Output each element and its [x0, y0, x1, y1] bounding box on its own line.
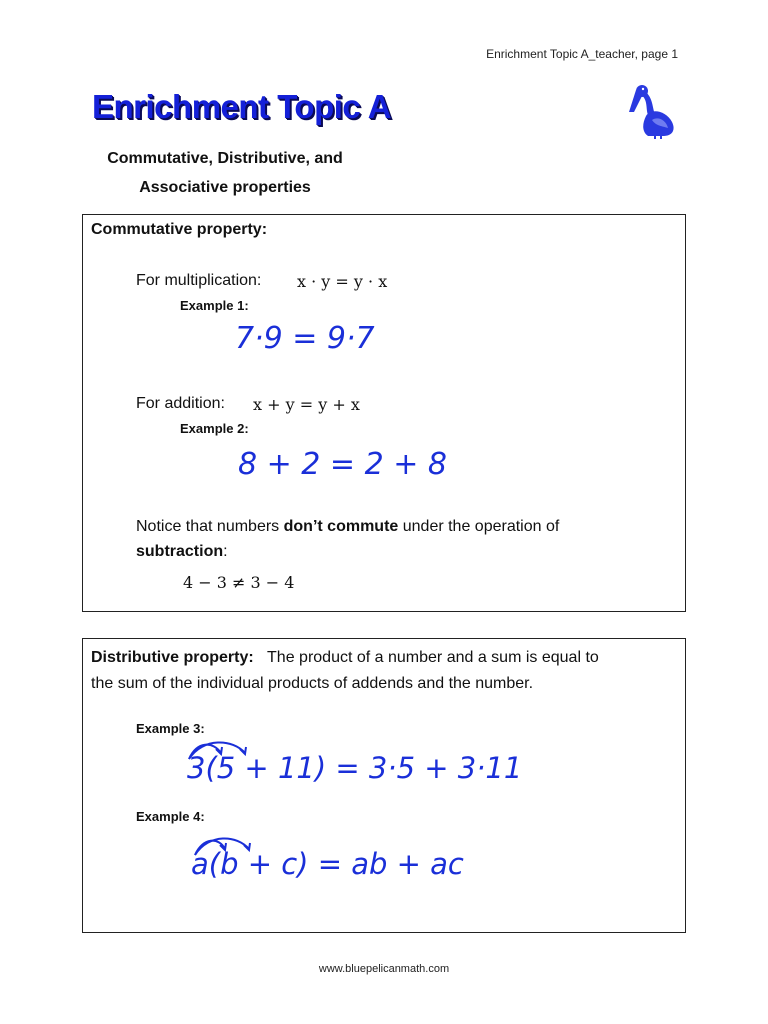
distributive-line-1	[91, 649, 599, 667]
subtitle-line-1: Commutative, Distributive, and	[107, 150, 343, 167]
notice-prefix: Notice that numbers	[136, 518, 284, 535]
multiplication-label: For multiplication:	[136, 272, 262, 289]
example-1-handwritten: 7·9 = 9·7	[235, 321, 375, 356]
pelican-icon	[628, 82, 678, 140]
subtraction-colon: :	[223, 543, 228, 560]
example-3-label: Example 3:	[136, 721, 205, 736]
subtraction-word: subtraction	[136, 543, 224, 560]
distributive-description-1: The product of a number and a sum is equal to	[267, 649, 599, 666]
multiplication-formula: x · y = y · x	[297, 272, 388, 291]
example-2-handwritten: 8 + 2 = 2 + 8	[238, 447, 447, 482]
document-title: Enrichment Topic A	[92, 88, 392, 125]
example-4-label: Example 4:	[136, 809, 205, 824]
example-1-label: Example 1:	[180, 298, 249, 313]
addition-label: For addition:	[136, 395, 225, 412]
notice-bold-phrase: don’t commute	[283, 518, 399, 535]
distributive-property-box	[82, 638, 686, 933]
distributive-description-2: the sum of the individual products of addends and the number.	[91, 675, 534, 692]
subtraction-line	[136, 543, 228, 561]
subtraction-formula: 4 − 3 ≠ 3 − 4	[183, 573, 295, 592]
footer-website: www.bluepelicanmath.com	[318, 963, 450, 975]
addition-formula: x + y = y + x	[253, 395, 360, 414]
example-3-handwritten: 3(5 + 11) = 3·5 + 3·11	[187, 751, 523, 785]
page-header-label: Enrichment Topic A_teacher, page 1	[486, 47, 678, 61]
example-4-handwritten: a(b + c) = ab + ac	[191, 847, 464, 881]
commutative-property-box	[82, 214, 686, 612]
commutative-heading: Commutative property:	[91, 221, 268, 238]
notice-sentence	[136, 518, 559, 536]
subtitle-line-2: Associative properties	[139, 179, 311, 196]
document-subtitle	[60, 144, 390, 202]
notice-suffix: under the operation of	[398, 518, 560, 535]
example-2-label: Example 2:	[180, 421, 249, 436]
distributive-heading: Distributive property:	[91, 649, 254, 666]
